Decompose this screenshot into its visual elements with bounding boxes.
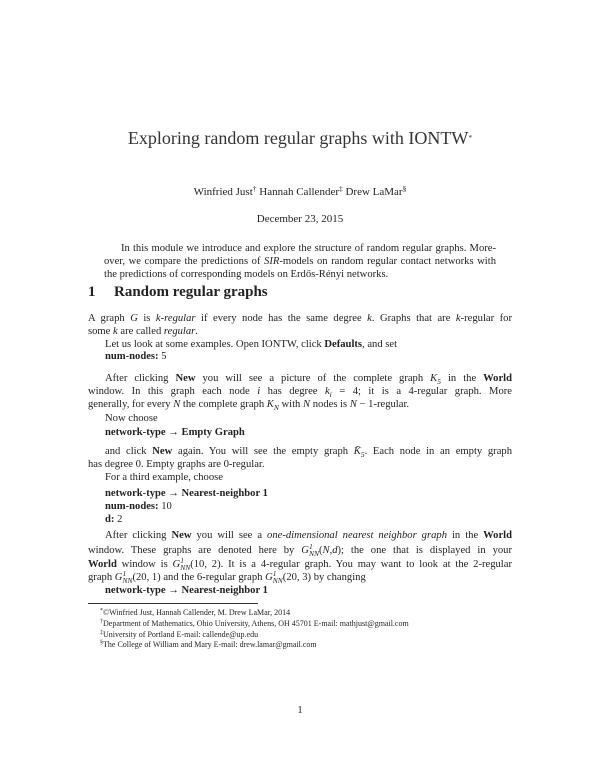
text-run: . <box>195 326 198 337</box>
abstract <box>104 242 496 281</box>
text-run: regular <box>163 326 196 337</box>
footnote-text: University of Portland E-mail: callende@up.edu <box>103 629 259 639</box>
text-run: World <box>483 373 512 384</box>
text-run: N <box>273 403 279 412</box>
text-run: 5 <box>360 450 365 459</box>
text-run: N <box>349 399 357 410</box>
text-run: window. In this graph each node <box>88 386 258 397</box>
text-run: A graph <box>88 313 131 324</box>
body-line <box>105 513 512 526</box>
footnote <box>100 638 317 650</box>
body-line <box>105 584 512 597</box>
text-run: k <box>455 313 461 324</box>
text-run: (20, 1) and the 6-regular graph <box>132 572 266 583</box>
text-run: the predictions of corresponding models on Erdős-Rényi networks. <box>104 269 389 280</box>
text-run: Let us look at some examples. Open IONTW, click <box>105 339 325 350</box>
body-line <box>105 412 512 425</box>
text-run: if every node has the same degree <box>195 313 368 324</box>
abstract-line <box>104 242 496 255</box>
text-run: i <box>257 386 261 397</box>
text-run: with <box>278 399 303 410</box>
text-run: G <box>130 313 138 324</box>
text-run: SIR <box>264 256 280 267</box>
text-run: num-nodes: <box>105 501 159 512</box>
text-run: G <box>301 545 309 556</box>
body-line <box>88 312 512 325</box>
abstract-line <box>104 268 496 281</box>
footnote-mark: § <box>100 640 103 647</box>
text-run: 5 <box>437 377 441 386</box>
text-run: World <box>483 530 512 541</box>
text-run: network-type <box>105 488 166 499</box>
text-run: In this module we introduce and explore the structure of random regular graphs. More- <box>121 243 496 254</box>
text-run: -regular for <box>460 313 512 324</box>
section-heading <box>88 284 268 301</box>
section-number: 1 <box>88 284 96 300</box>
text-run: the complete graph <box>180 399 267 410</box>
text-run: has degree <box>260 386 325 397</box>
text-run: 1 NN <box>122 569 133 585</box>
text-run: Nearest-neighbor 1 <box>181 488 268 499</box>
text-run: G <box>172 559 181 570</box>
text-run: 2 <box>114 514 123 525</box>
text-run: Defaults <box>324 339 363 350</box>
text-run: . Graphs that are <box>371 313 456 324</box>
text-run: New <box>152 446 173 457</box>
text-run: → <box>165 427 182 438</box>
text-run: , <box>329 545 333 556</box>
text-run: For a third example, choose <box>105 472 223 483</box>
body-line <box>105 426 512 439</box>
text-run: Empty Graph <box>181 427 245 438</box>
body-line <box>105 471 512 484</box>
footnote-rule <box>88 603 258 604</box>
text-run: After clicking <box>105 373 176 384</box>
body-line <box>88 543 512 557</box>
author <box>194 186 257 198</box>
text-run: generally, for every <box>88 399 174 410</box>
text-run: . Each node in an empty graph <box>364 446 512 457</box>
author <box>345 186 406 198</box>
page-number: 1 <box>297 705 303 716</box>
abstract-line <box>104 255 496 268</box>
text-run: K <box>430 373 438 384</box>
text-run: K̄ <box>353 446 361 457</box>
text-run: G <box>265 572 273 583</box>
text-run: = 4; it is a 4-regular graph. More <box>331 386 513 397</box>
text-run: num-nodes: <box>105 351 159 362</box>
text-run: 5 <box>158 351 167 362</box>
text-run: over, we compare the predictions of <box>104 256 265 267</box>
text-run: is <box>137 313 156 324</box>
text-run: you will see a <box>191 530 268 541</box>
document-title <box>0 128 600 149</box>
section-title: Random regular graphs <box>114 284 268 300</box>
text-run: k <box>113 326 118 337</box>
text-run: k <box>324 386 330 397</box>
footnote-mark: * <box>100 608 103 614</box>
text-run: Nearest-neighbor 1 <box>181 585 268 596</box>
body-line <box>105 500 512 513</box>
text-run: N <box>303 399 311 410</box>
author-name: Winfried Just <box>193 186 253 198</box>
body-line <box>88 325 512 338</box>
footnote-mark: † <box>100 618 103 625</box>
document-date: December 23, 2015 <box>256 213 344 225</box>
text-run: 10 <box>158 501 172 512</box>
text-run: i <box>329 390 332 399</box>
body-line <box>105 487 512 500</box>
text-run: network-type <box>105 585 166 596</box>
text-run: nodes is <box>310 399 350 410</box>
text-run: some <box>88 326 114 337</box>
text-run: and click <box>105 446 153 457</box>
title-footnote-mark: * <box>468 133 473 142</box>
text-run: → <box>165 488 182 499</box>
body-line <box>105 529 512 542</box>
text-run: After clicking <box>105 530 172 541</box>
footnote-text: The College of William and Mary E-mail: drew.lamar@gmail.com <box>103 640 317 650</box>
footnote-text: Department of Mathematics, Ohio University, Athens, OH 45701 E-mail: mathjust@gmail.com <box>103 618 409 628</box>
text-run: (20, 3) by changing <box>282 572 366 583</box>
author-mark: † <box>252 184 257 193</box>
text-run: (10, 2). It is a 4-regular graph. You may want to look at the 2-regular <box>190 559 512 570</box>
text-run: k <box>367 313 372 324</box>
text-run: graph <box>88 572 115 583</box>
text-run: 1 NN <box>272 569 283 585</box>
text-run: K <box>266 399 274 410</box>
author-mark: § <box>402 184 407 193</box>
text-run: one-dimensional nearest neighbor graph <box>267 530 447 541</box>
body-line <box>88 458 512 471</box>
author-name: Drew LaMar <box>345 186 403 198</box>
text-run: 1 NN <box>308 542 319 558</box>
text-run: d: <box>105 514 115 525</box>
author-list <box>0 184 600 198</box>
title-text: Exploring random regular graphs with IONTW <box>127 128 469 148</box>
author-name: Hannah Callender <box>259 186 339 198</box>
text-run: New <box>171 530 192 541</box>
text-run: in the <box>447 530 484 541</box>
text-run: ); the one that is displayed in your <box>337 545 512 556</box>
text-run: N <box>173 399 181 410</box>
author <box>259 186 342 198</box>
text-run: network-type <box>105 427 166 438</box>
text-run: Now choose <box>105 413 158 424</box>
text-run: in the <box>440 373 484 384</box>
text-run: has degree 0. Empty graphs are 0-regular. <box>88 459 265 470</box>
text-run: 1 NN <box>180 556 191 572</box>
body-line <box>105 350 512 363</box>
text-run: window is <box>116 559 173 570</box>
text-run: − 1-regular. <box>356 399 410 410</box>
text-run: again. You will see the empty graph <box>172 446 354 457</box>
text-run: -models on random regular contact networks with <box>279 256 496 267</box>
text-run: → <box>165 585 182 596</box>
text-run: New <box>175 373 196 384</box>
author-mark: ‡ <box>338 184 343 193</box>
text-run: N <box>322 545 330 556</box>
text-run: World <box>88 559 117 570</box>
text-run: ( <box>318 545 323 556</box>
footnote-mark: ‡ <box>100 629 103 636</box>
body-line <box>88 557 512 571</box>
footnote-text: ©Winfried Just, Hannah Callender, M. Drew LaMar, 2014 <box>103 608 291 617</box>
text-run: G <box>114 572 123 583</box>
text-run: , and set <box>362 339 398 350</box>
body-line <box>88 570 512 584</box>
text-run: are called <box>117 326 164 337</box>
text-run: window. These graphs are denoted here by <box>88 545 302 556</box>
text-run: k-regular <box>155 313 196 324</box>
text-run: you will see a picture of the complete graph <box>195 373 431 384</box>
text-run: d <box>332 545 338 556</box>
